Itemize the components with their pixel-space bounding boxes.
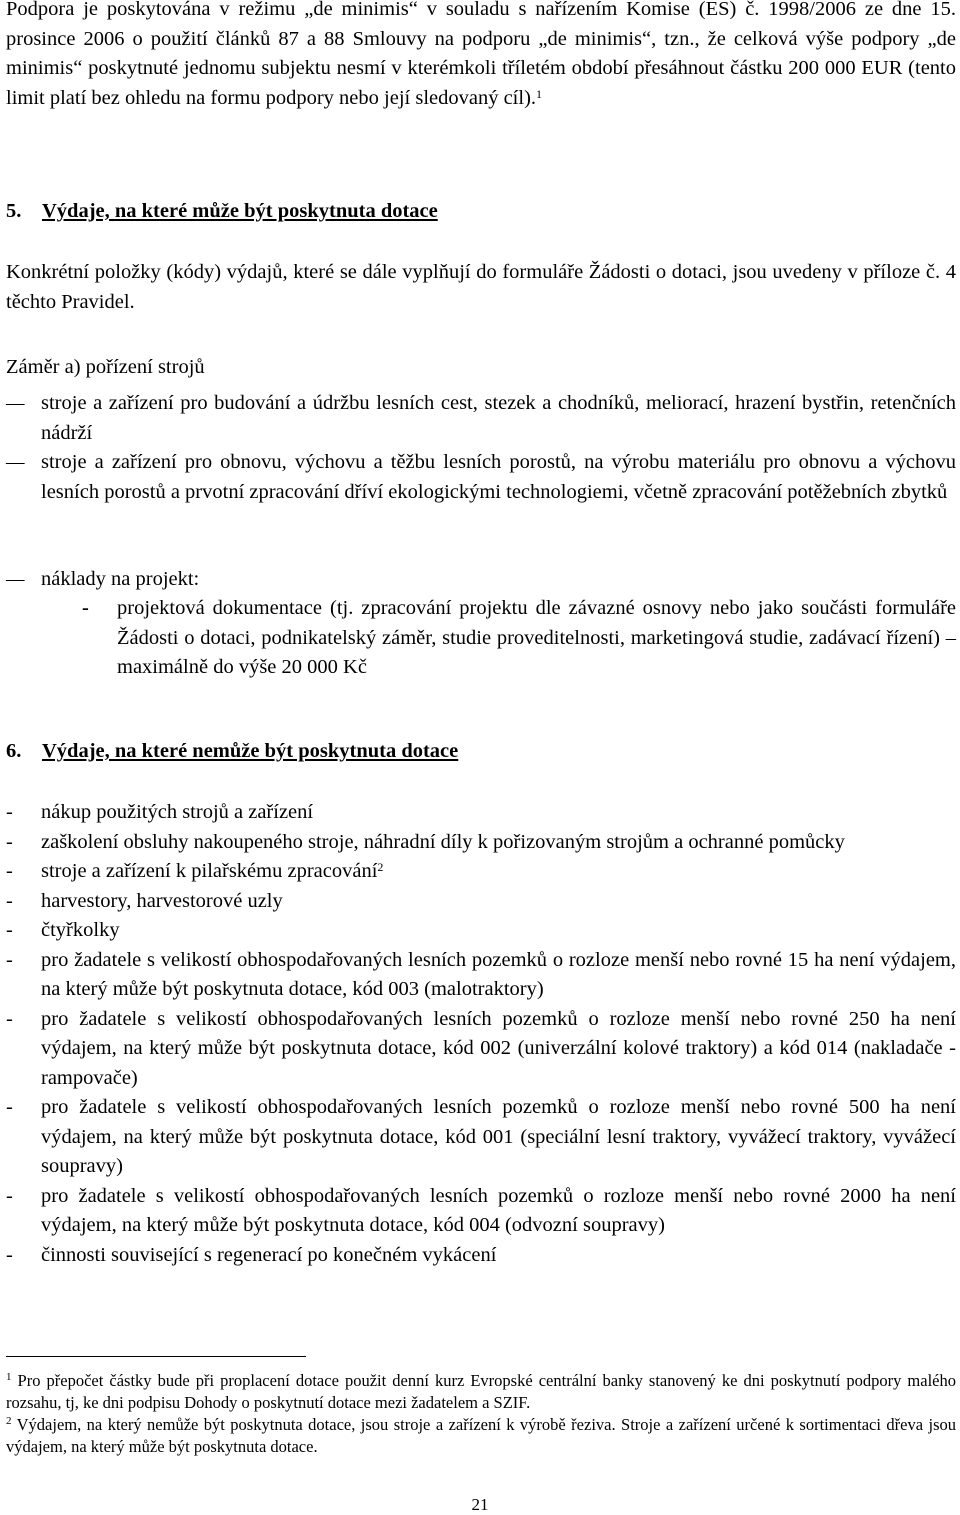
- footnote-text: Výdajem, na který nemůže být poskytnuta dotace, jsou stroje a zařízení k výrobě řeziva. Stroje a zařízení určené k sortimentaci dřeva jsou výdajem, na který může být poskytnuta dotace.: [6, 1415, 956, 1456]
- machines-list: [6, 389, 956, 507]
- excluded-expenses-list: [6, 798, 956, 1270]
- list-item-text: nákup použitých strojů a zařízení: [41, 801, 314, 823]
- list-item-text: zaškolení obsluhy nakoupeného stroje, náhradní díly k pořizovaným strojům a ochranné pomůcky: [41, 830, 845, 853]
- list-item-text: stroje a zařízení pro obnovu, výchovu a těžbu lesních porostů, na výrobu materiálu pro obnovu a výchovu lesních porostů a prvotní zpracování dříví ekologickými technologiemi, včetně zpracování potěžebních zbytků: [41, 451, 956, 503]
- hyphen-marker: -: [6, 919, 13, 941]
- hyphen-marker: -: [6, 801, 13, 823]
- list-item-text: pro žadatele s velikostí obhospodařovaných lesních pozemků o rozloze menší nebo rovné 250 ha není výdajem, na který může být poskytnuta dotace, kód 002 (univerzální kolové traktory) a kód 014 (nakladače - rampovače): [41, 1007, 956, 1089]
- footnote-separator: [6, 1356, 306, 1357]
- list-item-text: stroje a zařízení pro budování a údržbu lesních cest, stezek a chodníků, meliorací, hrazení bystřin, retenčních nádrží: [41, 392, 956, 444]
- footnote-1: [6, 1370, 956, 1414]
- project-costs-item: [82, 594, 956, 683]
- hyphen-marker: -: [6, 860, 13, 882]
- list-item-text: pro žadatele s velikostí obhospodařovaných lesních pozemků o rozloze menší nebo rovné 15 ha není výdajem, na který může být poskytnuta dotace, kód 003 (malotraktory): [41, 948, 956, 1000]
- project-costs-list: [6, 565, 956, 595]
- section-6-heading: [6, 740, 458, 763]
- list-item: [6, 946, 956, 1005]
- section-5-number: 5.: [6, 200, 22, 222]
- section-6-number: 6.: [6, 740, 22, 762]
- hyphen-marker: -: [6, 889, 13, 912]
- section-6-title: Výdaje, na které nemůže být poskytnuta dotace: [42, 740, 459, 762]
- footnotes: [6, 1370, 956, 1458]
- footnote-ref-1[interactable]: 1: [536, 86, 543, 101]
- list-item: [6, 565, 956, 595]
- list-item-text: pro žadatele s velikostí obhospodařovaných lesních pozemků o rozloze menší nebo rovné 2000 ha není výdajem, na který může být poskytnuta dotace, kód 004 (odvozní soupravy): [41, 1184, 956, 1236]
- dash-marker: [6, 389, 23, 419]
- list-item: [6, 916, 956, 946]
- list-item: [6, 857, 956, 887]
- section-5-intro: Konkrétní položky (kódy) výdajů, které se dále vyplňují do formuláře Žádosti o dotaci, jsou uvedeny v příloze č. 4 těchto Pravidel.: [6, 261, 956, 313]
- section-5-title: Výdaje, na které může být poskytnuta dotace: [42, 200, 438, 222]
- footnote-number: 2: [6, 1415, 12, 1427]
- list-item-text: činnosti související s regenerací po konečném vykácení: [41, 1243, 497, 1266]
- list-item: [6, 1182, 956, 1241]
- hyphen-marker: -: [6, 1007, 13, 1030]
- footnote-ref-2[interactable]: 2: [377, 860, 384, 874]
- list-item: [6, 448, 956, 507]
- list-item-text: čtyřkolky: [41, 919, 120, 941]
- hyphen-marker: -: [6, 1184, 13, 1207]
- hyphen-marker: -: [6, 948, 13, 971]
- project-costs-item-text: projektová dokumentace (tj. zpracování projektu dle závazné osnovy nebo jako součásti formuláře Žádosti o dotaci, podnikatelský záměr, studie proveditelnosti, marketingová studie, zadávací řízení) – maximálně do výše 20 000 Kč: [117, 597, 956, 678]
- list-item: [6, 1005, 956, 1094]
- list-item-text: stroje a zařízení k pilařskému zpracování: [41, 860, 378, 882]
- list-item: [6, 389, 956, 448]
- list-item: [6, 828, 956, 858]
- footnote-number: 1: [6, 1371, 12, 1383]
- hyphen-marker: -: [6, 1243, 13, 1266]
- list-item: [6, 1093, 956, 1182]
- project-costs-label: náklady na projekt:: [41, 568, 200, 590]
- goal-label: Záměr a) pořízení strojů: [6, 356, 205, 378]
- dash-marker: [6, 448, 23, 478]
- list-item: [6, 1241, 956, 1271]
- hyphen-marker: -: [82, 597, 89, 619]
- intro-text: Podpora je poskytována v režimu „de minimis“ v souladu s nařízením Komise (ES) č. 1998/2006 ze dne 15. prosince 2006 o použití článků 87 a 88 Smlouvy na podporu „de minimis“, tzn., že celková výše podpory „de minimis“ poskytnuté jednomu subjektu nesmí v kterémkoli tříletém období přesáhnout částku 200 000 EUR (tento limit platí bez ohledu na formu podpory nebo její sledovaný cíl).: [6, 0, 956, 109]
- list-item-text: pro žadatele s velikostí obhospodařovaných lesních pozemků o rozloze menší nebo rovné 500 ha není výdajem, na který může být poskytnuta dotace, kód 001 (speciální lesní traktory, vyvážecí traktory, vyvážecí soupravy): [41, 1096, 956, 1177]
- footnote-text: Pro přepočet částky bude při proplacení dotace použit denní kurz Evropské centrální banky stanovený ke dni poskytnutí podpory malého rozsahu, tj, ke dni podpisu Dohody o poskytnutí dotace mezi žadatelem a SZIF.: [6, 1371, 956, 1412]
- intro-paragraph: [6, 0, 956, 113]
- hyphen-marker: -: [6, 1096, 13, 1118]
- list-item-text: harvestory, harvestorové uzly: [41, 889, 283, 912]
- dash-marker: [6, 565, 23, 595]
- page-number: 21: [471, 1495, 489, 1514]
- footnote-2: [6, 1414, 956, 1458]
- section-5-heading: [6, 200, 438, 223]
- list-item: [6, 798, 956, 828]
- hyphen-marker: -: [6, 830, 13, 853]
- list-item: [6, 887, 956, 917]
